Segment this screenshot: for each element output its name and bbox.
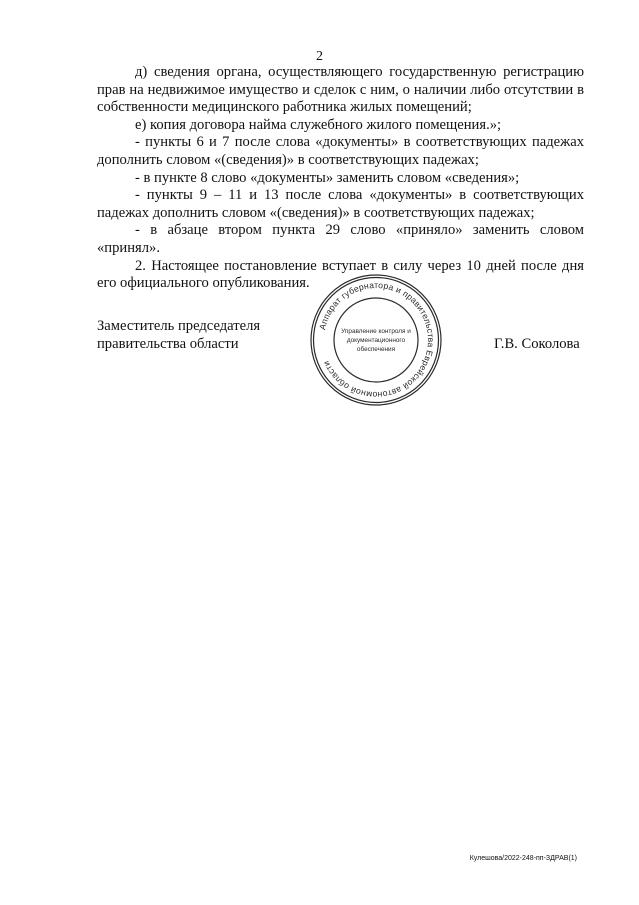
official-stamp [308,272,444,408]
document-registration-code: Кулешова/2022-248-пп-ЗДРАВ(1) [469,855,577,862]
stamp-inner-line-3: обеспечения [356,346,396,353]
paragraph-effective-date: 2. Настоящее постановление вступает в силу через 10 дней после дня его официального опубликования. [97,257,584,292]
document-body [97,64,584,293]
page-number: 2 [316,49,323,64]
paragraph-item-29: - в абзаце втором пункта 29 слово «приняло» заменить словом «принял». [97,222,584,256]
paragraph-items-6-7: - пункты 6 и 7 после слова «документы» в соответствующих падежах дополнить словом «(сведения)» в соответствующих падежах; [97,134,584,168]
paragraph-item-8: - в пункте 8 слово «документы» заменить словом «сведения»; [135,169,520,186]
stamp-inner-line-2: документационного [346,337,406,344]
paragraph-d: д) сведения органа, осуществляющего государственную регистрацию прав на недвижимое имущество и сделок с ним, о наличии либо отсутствии в собственности медицинского работника жилых помещений; [97,64,584,116]
signer-title-line-2: правительства области [97,335,239,352]
signer-title-line-1: Заместитель председателя [97,318,261,334]
signer-name: Г.В. Соколова [494,336,580,352]
stamp-inner-line-1: Управление контроля и [341,328,411,335]
paragraph-items-9-13: - пункты 9 – 11 и 13 после слова «документы» в соответствующих падежах дополнить словом «(сведения)» в соответствующих падежах; [97,187,584,221]
stamp-ring-text: Аппарат губернатора и правительства Еврейской автономной области [317,279,437,401]
paragraph-e: е) копия договора найма служебного жилого помещения.»; [135,116,502,133]
signer-title [97,318,260,353]
